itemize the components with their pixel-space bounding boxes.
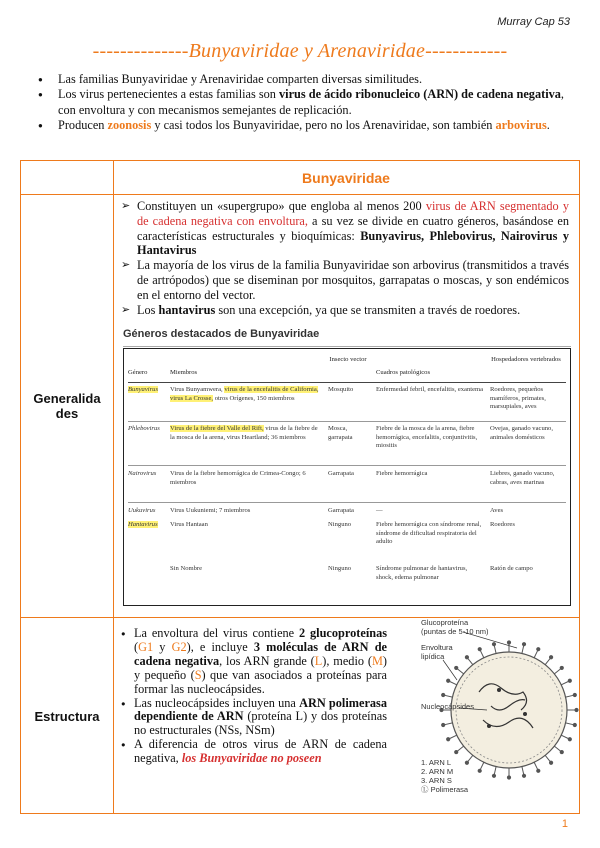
glycoprotein-spike — [534, 762, 537, 769]
glycoprotein-spike — [457, 669, 463, 674]
fig-header-miembros: Miembros — [170, 369, 198, 376]
row-label-generalidades: Generalidades — [33, 390, 101, 421]
fig-row-patologia: Fiebre hemorrágica con síndrome renal, síndrome de dificultad respiratoria del adulto — [376, 521, 482, 546]
fig-row-vector: Ninguno — [328, 521, 352, 528]
generalidades-text — [121, 199, 569, 317]
glycoprotein-spike — [480, 651, 483, 658]
glycoprotein-spike — [522, 646, 524, 654]
genera-table-figure — [123, 348, 571, 606]
fig-row-miembros: Virus Bunyamwera, virus de la encefalitis de California, virus La Crosse, otros Orígenes, 150 miembros — [170, 386, 319, 402]
legend-polimerasa: Ⓛ Polimerasa — [421, 785, 469, 794]
estructura-bullet-2: ● Las nucleocápsides incluyen una ARN polimerasa dependiente de ARN (proteína L) y dos proteínas no estructurales (NSs, NSm) — [121, 697, 387, 739]
glycoprotein-spike — [445, 695, 453, 697]
glycoprotein-spike-tip — [573, 693, 576, 696]
glycoprotein-spike-tip — [560, 750, 563, 753]
fig-row-hospedadores: Ovejas, ganado vacuno, animales domésticos — [490, 425, 553, 441]
glycoprotein-spike-tip — [507, 641, 510, 644]
glycoprotein-spike — [468, 755, 473, 761]
glycoprotein-spike — [445, 723, 453, 725]
glycoprotein-spike — [554, 669, 560, 674]
glycoprotein-spike — [522, 767, 524, 775]
estructura-bullet-3: ● A diferencia de otros virus de ARN de cadena negativa, los Bunyaviridae no poseen — [121, 738, 387, 766]
glycoprotein-spike-tip — [447, 679, 450, 682]
fig-row-vector: Mosca, garrapata — [328, 425, 353, 441]
fig-rule — [128, 502, 566, 503]
glycoprotein-spike — [450, 681, 457, 684]
label-nucleocapsides: Nucleocápsides — [421, 702, 474, 711]
fig-header-genero: Género — [128, 369, 148, 376]
glycoprotein-spike — [561, 681, 568, 684]
glycoprotein-spike-tip — [560, 666, 563, 669]
glycoprotein-spike — [566, 695, 574, 697]
row-label-estructura: Estructura — [34, 708, 100, 724]
glycoprotein-spike-tip — [465, 761, 468, 764]
glycoprotein-spike-tip — [447, 738, 450, 741]
intro-bullet-2: ● Los virus pertenecientes a estas familias son virus de ácido ribonucleico (ARN) de cadena negativa, con envoltura y con mecanismos semejantes de replicación. — [38, 87, 564, 118]
gen-paragraph-1: ➢ Constituyen un «supergrupo» que engloba al menos 200 virus de ARN segmentado y de cadena negativa con envoltura, a su vez se divide en cuatro géneros, basándose en características estructurales y bioquímicas: Bunyavirus, Phlebovirus, Nairovirus y Hantavirus — [121, 199, 569, 258]
glycoprotein-spike — [534, 651, 537, 658]
fig-row-genero: Uukuvirus — [128, 507, 156, 514]
glycoprotein-spike-tip — [549, 656, 552, 659]
fig-row-vector: Garrapata — [328, 507, 354, 514]
page-number: 1 — [561, 818, 568, 830]
glycoprotein-spike — [561, 735, 568, 738]
intro-bullet-3: ● Producen zoonosis y casi todos los Bunyaviridae, pero no los Arenaviridae, son también arbovirus. — [38, 118, 564, 133]
glycoprotein-spike-tip — [537, 648, 540, 651]
glycoprotein-spike — [494, 767, 496, 775]
glycoprotein-spike-tip — [537, 769, 540, 772]
glycoprotein-spike-tip — [455, 666, 458, 669]
fig-rule — [128, 421, 566, 422]
glycoprotein-spike-tip — [492, 774, 495, 777]
fig-rule — [128, 465, 566, 466]
estructura-list — [121, 627, 387, 766]
fig-row-miembros: Virus Hantaan — [170, 521, 208, 528]
table-divider — [113, 161, 114, 813]
glycoprotein-spike-tip — [549, 761, 552, 764]
fig-row-hospedadores: Ratón de campo — [490, 565, 533, 572]
column-header: Bunyaviridae — [302, 169, 390, 186]
fig-row-hospedadores: Roedores, pequeños mamíferos, primates, marsupiales, aves — [490, 386, 546, 411]
figure-rule — [123, 346, 571, 347]
fig-row-genero: Nairovirus — [128, 470, 157, 477]
summary-table — [20, 160, 580, 814]
fig-row-vector: Ninguno — [328, 565, 352, 572]
gen-paragraph-2: ➢ La mayoría de los virus de la familia Bunyaviridae son arbovirus (transmitidos a través de artrópodos) que se diseminan por mosquitos, garrapatas o moscas, y son endémicos en el entorno del vector. — [121, 258, 569, 302]
glycoprotein-spike-tip — [478, 648, 481, 651]
glycoprotein-spike — [480, 762, 483, 769]
fig-row-hospedadores: Roedores — [490, 521, 515, 528]
fig-row-vector: Mosquito — [328, 386, 354, 393]
glycoprotein-spike-tip — [573, 723, 576, 726]
fig-row-hospedadores: Aves — [490, 507, 504, 514]
fig-rule — [128, 382, 566, 383]
glycoprotein-spike-tip — [507, 776, 510, 779]
fig-header-hospedadores: Hospedadores vertebrados — [491, 356, 561, 363]
glycoprotein-spike-tip — [442, 723, 445, 726]
intro-bullet-1: ● Las familias Bunyaviridae y Arenaviridae comparten diversas similitudes. — [38, 72, 564, 87]
virion-diagram — [391, 618, 591, 808]
label-glucoproteina: Glucoproteína (puntas de 5-10 nm) — [421, 618, 489, 636]
glycoprotein-spike — [494, 646, 496, 654]
glycoprotein-spike — [545, 658, 550, 664]
figure-title: Géneros destacados de Bunyaviridae — [123, 328, 320, 340]
legend-arn-l: 1. ARN L — [421, 758, 452, 767]
glycoprotein-spike — [468, 658, 473, 664]
glycoprotein-spike-tip — [568, 738, 571, 741]
fig-row-patologia: — — [376, 507, 383, 514]
fig-header-vector: Insecto vector — [329, 356, 367, 363]
legend-arn-m: 2. ARN M — [421, 767, 454, 776]
page-title: --------------Bunyaviridae y Arenaviridae------------ — [92, 40, 508, 62]
fig-row-genero: Hantavirus — [128, 521, 158, 528]
fig-row-miembros: Virus de la fiebre hemorrágica de Crimea-Congo; 6 miembros — [170, 470, 306, 486]
fig-row-hospedadores: Liebres, ganado vacuno, cabras, aves marinas — [490, 470, 555, 486]
glycoprotein-spike-tip — [442, 693, 445, 696]
legend-arn-s: 3. ARN S — [421, 776, 452, 785]
estructura-bullet-1: ● La envoltura del virus contiene 2 glucoproteínas (G1 y G2), e incluye 3 moléculas de ARN de cadena negativa, los ARN grande (L), medio (M) y pequeño (S) que van asociados a proteínas para formar las nucleocápsides. — [121, 627, 387, 697]
fig-row-patologia: Fiebre hemorrágica — [376, 470, 428, 477]
glycoprotein-spike-tip — [455, 750, 458, 753]
glycoprotein-spike-tip — [575, 708, 578, 711]
glycoprotein-spike-tip — [478, 769, 481, 772]
fig-row-patologia: Fiebre de la mosca de la arena, fiebre hemorrágica, encefalitis, conjuntivitis, miositis — [376, 425, 478, 450]
fig-row-miembros: Virus Uukuniemi; 7 miembros — [170, 507, 251, 514]
fig-row-genero: Bunyavirus — [128, 386, 159, 393]
label-envoltura: Envoltura lipídica — [421, 643, 453, 661]
fig-row-miembros: Virus de la fiebre del Valle del Rift, virus de la fiebre de la mosca de la arena, virus Heartland; 36 miembros — [170, 425, 318, 441]
glycoprotein-spike-tip — [522, 643, 525, 646]
glycoprotein-spike-tip — [568, 679, 571, 682]
fig-row-miembros: Sin Nombre — [170, 565, 203, 572]
glycoprotein-spike — [457, 746, 463, 751]
glycoprotein-spike-tip — [492, 643, 495, 646]
gen-paragraph-3: ➢ Los hantavirus son una excepción, ya que se transmiten a través de roedores. — [121, 303, 569, 318]
glycoprotein-spike-tip — [522, 774, 525, 777]
glycoprotein-spike — [554, 746, 560, 751]
glycoprotein-spike-tip — [465, 656, 468, 659]
glycoprotein-spike — [566, 723, 574, 725]
fig-row-vector: Garrapata — [328, 470, 354, 477]
intro-list — [38, 72, 564, 133]
fig-row-patologia: Enfermedad febril, encefalitis, exantema — [376, 386, 484, 393]
fig-row-patologia: Síndrome pulmonar de hantavirus, shock, edema pulmonar — [376, 565, 468, 581]
fig-header-patologia: Cuadros patológicos — [376, 369, 431, 376]
glycoprotein-spike — [545, 755, 550, 761]
fig-row-genero: Phlebovirus — [128, 425, 160, 432]
glycoprotein-spike — [450, 735, 457, 738]
source-reference: Murray Cap 53 — [497, 16, 570, 28]
